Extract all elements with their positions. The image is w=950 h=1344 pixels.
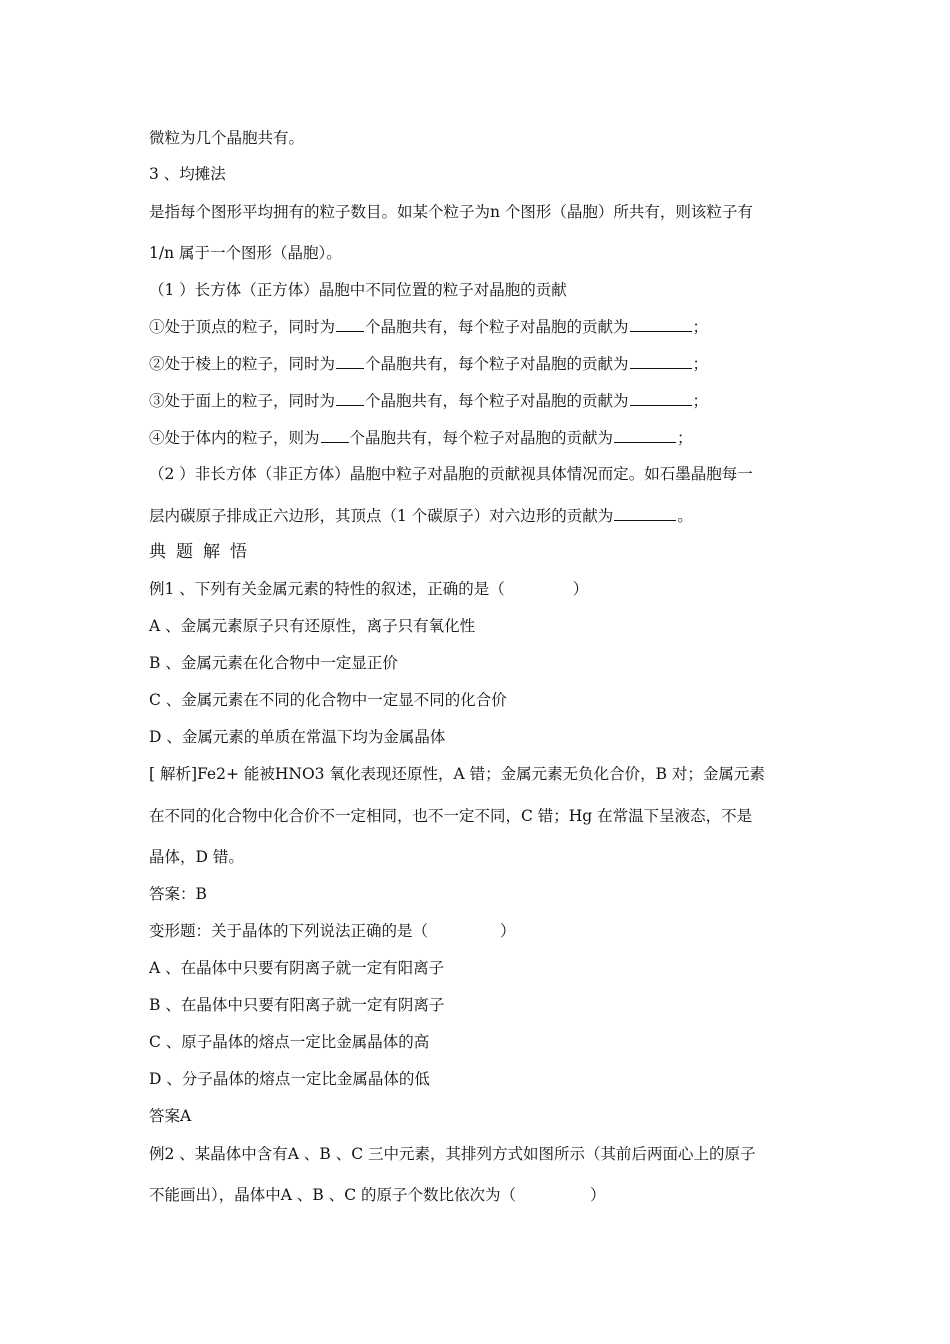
section-heading: 3 、均摊法 [149, 165, 226, 183]
text-segment: 层内碳原子排成正六边形，其顶点（1 个碳原子）对六边形的贡献为 [149, 507, 614, 525]
text-segment: ） [589, 1186, 606, 1204]
option-c: C 、原子晶体的熔点一定比金属晶体的高 [149, 1033, 430, 1051]
option-a: A 、在晶体中只要有阴离子就一定有阳离子 [149, 959, 445, 977]
text-line: （1 ）长方体（正方体）晶胞中不同位置的粒子对晶胞的贡献 [149, 281, 567, 299]
text-segment: ； [692, 318, 709, 336]
text-segment: 个晶胞共有，每个粒子对晶胞的贡献为 [349, 429, 614, 447]
option-a: A 、金属元素原子只有还原性，离子只有氧化性 [149, 617, 476, 635]
text-segment: ②处于棱上的粒子，同时为 [149, 355, 336, 373]
question-stem [149, 921, 809, 941]
option-c: C 、金属元素在不同的化合物中一定显不同的化合价 [149, 691, 507, 709]
text-segment: ； [692, 355, 709, 373]
option-b: B 、在晶体中只要有阳离子就一定有阴离子 [149, 996, 445, 1014]
answer-blank [630, 316, 692, 332]
text-segment: ） [500, 922, 516, 940]
answer-blank [336, 353, 364, 369]
text-line: 1/n 属于一个图形（晶胞）。 [149, 244, 342, 262]
answer-blank [336, 316, 364, 332]
option-b: B 、金属元素在化合物中一定显正价 [149, 654, 398, 672]
fill-in-line [149, 316, 809, 337]
answer-blank [614, 505, 676, 521]
analysis-line: 在不同的化合物中化合价不一定相同，也不一定不同，C 错；Hg 在常温下呈液态，不是 [149, 807, 753, 825]
text-segment: 。 [677, 507, 693, 525]
question-stem [149, 579, 809, 599]
text-segment: 个晶胞共有，每个粒子对晶胞的贡献为 [365, 355, 629, 373]
section-heading: 典题解悟 [149, 542, 257, 562]
text-segment: ④处于体内的粒子，则为 [149, 429, 320, 447]
answer-line: 答案：B [149, 885, 207, 903]
analysis-line: [ 解析]Fe2+ 能被HNO3 氧化表现还原性，A 错；金属元素无负化合价，B 对；金属元素 [149, 765, 765, 783]
fill-in-line [149, 353, 809, 374]
answer-blank [336, 390, 364, 406]
option-d: D 、分子晶体的熔点一定比金属晶体的低 [149, 1070, 430, 1088]
question-stem [149, 1185, 809, 1205]
text-segment: 不能画出），晶体中A 、B 、C 的原子个数比依次为（ [149, 1186, 516, 1204]
answer-blank [630, 353, 692, 369]
fill-in-line [149, 505, 809, 526]
question-stem: 例2 、某晶体中含有A 、B 、C 三中元素，其排列方式如图所示（其前后两面心上的原子 [149, 1145, 756, 1163]
text-segment: ； [692, 392, 709, 410]
text-line: 是指每个图形平均拥有的粒子数目。如某个粒子为n 个图形（晶胞）所共有，则该粒子有 [149, 203, 753, 221]
text-segment: 个晶胞共有，每个粒子对晶胞的贡献为 [365, 318, 629, 336]
text-segment: 例1 、下列有关金属元素的特性的叙述，正确的是（ [149, 580, 505, 598]
answer-blank [630, 390, 692, 406]
fill-in-line [149, 390, 809, 411]
text-segment: 个晶胞共有，每个粒子对晶胞的贡献为 [365, 392, 629, 410]
text-segment: 变形题：关于晶体的下列说法正确的是（ [149, 922, 429, 940]
fill-in-line [149, 427, 809, 448]
option-d: D 、金属元素的单质在常温下均为金属晶体 [149, 728, 446, 746]
analysis-line: 晶体，D 错。 [149, 848, 244, 866]
text-line: （2 ）非长方体（非正方体）晶胞中粒子对晶胞的贡献视具体情况而定。如石墨晶胞每一 [149, 465, 753, 483]
text-line: 微粒为几个晶胞共有。 [149, 129, 305, 147]
answer-blank [614, 427, 676, 443]
answer-line: 答案A [149, 1107, 192, 1125]
text-segment: ） [572, 580, 589, 598]
text-segment: ①处于顶点的粒子，同时为 [149, 318, 336, 336]
text-segment: ③处于面上的粒子，同时为 [149, 392, 336, 410]
answer-blank [321, 427, 349, 443]
text-segment: ； [677, 429, 693, 447]
